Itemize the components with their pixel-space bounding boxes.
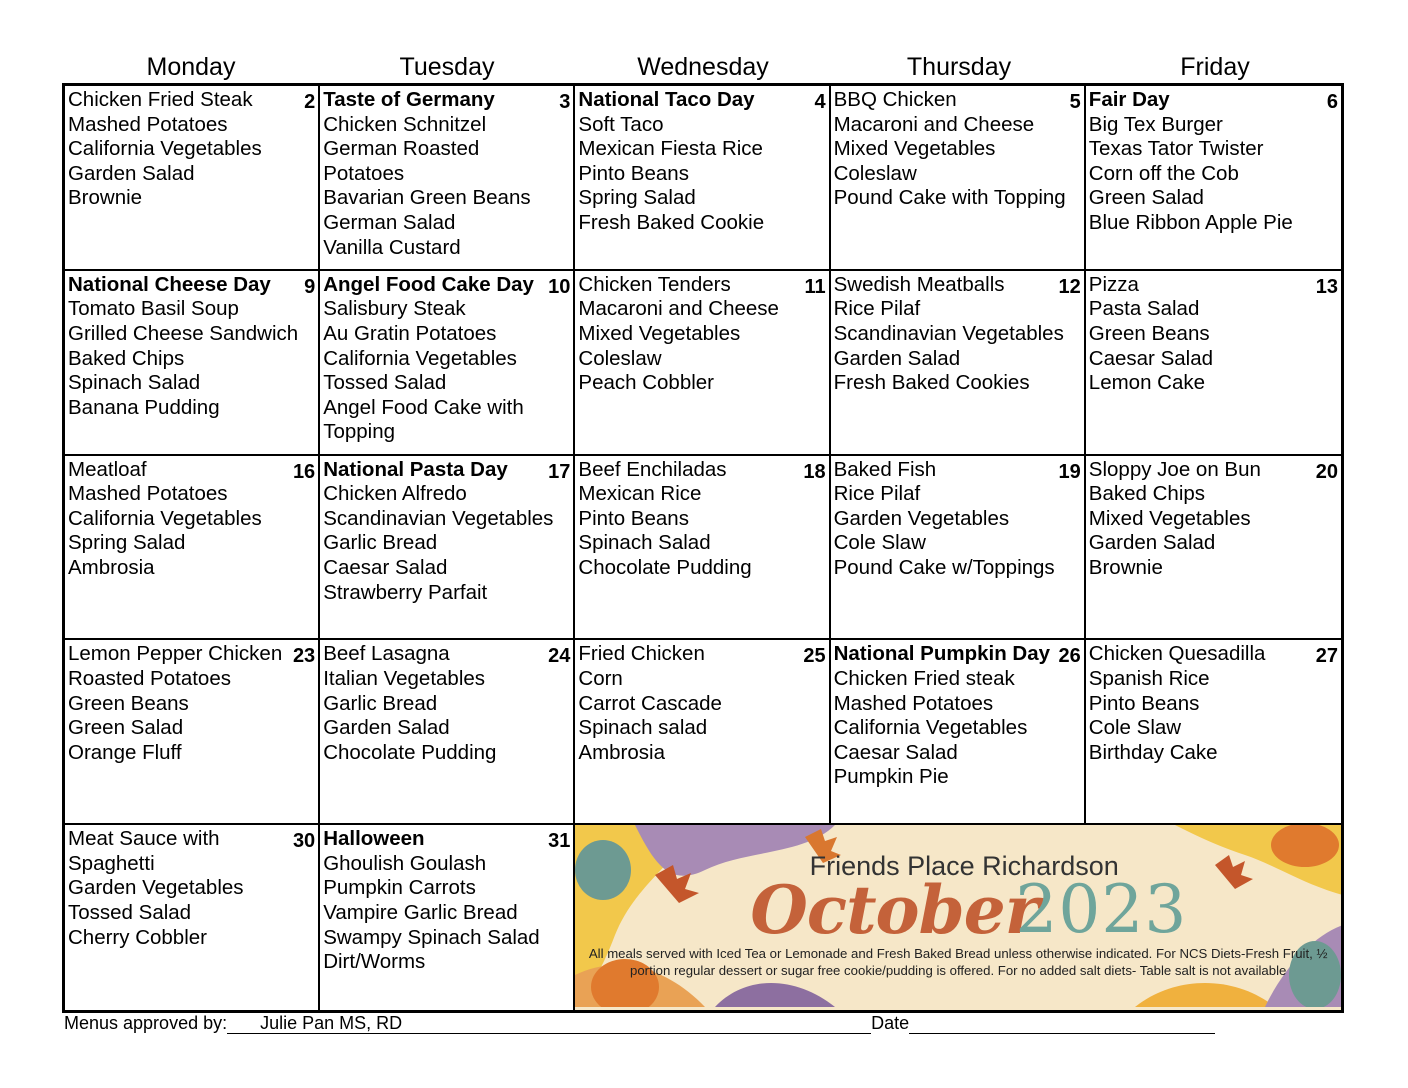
- menu-item: Ambrosia: [578, 740, 665, 764]
- day-cell: [320, 456, 575, 641]
- day-cell: [1086, 86, 1341, 271]
- day-cell: [575, 271, 830, 456]
- day-number: 3: [559, 91, 571, 113]
- menu-item: Chocolate Pudding: [323, 740, 497, 764]
- day-number: 27: [1315, 645, 1338, 668]
- menu-item: Scandinavian Vegetables: [833, 321, 1064, 345]
- menu-item: Birthday Cake: [1088, 740, 1218, 764]
- menu-item: Salisbury Steak: [323, 297, 466, 321]
- menu-item: Pound Cake with Topping: [833, 186, 1066, 210]
- day-number: 4: [814, 91, 826, 113]
- menu-item: Garlic Bread: [323, 691, 438, 715]
- menu-item: Chicken Quesadilla: [1088, 642, 1266, 666]
- menu-item: Caesar Salad: [833, 740, 958, 764]
- year-title: 2023: [1015, 871, 1188, 949]
- menu-item: Orange Fluff: [68, 740, 182, 764]
- day-number: 17: [548, 460, 571, 483]
- menu-item: Green Beans: [68, 691, 189, 715]
- menu-item: Rice Pilaf: [833, 297, 921, 321]
- menu-item: Fried Chicken: [578, 642, 705, 666]
- menu-item: Tossed Salad: [323, 371, 447, 395]
- menu-item: Brownie: [68, 186, 143, 210]
- day-cell: [831, 271, 1086, 456]
- day-cell: [831, 456, 1086, 641]
- menu-item: BBQ Chicken: [833, 88, 957, 111]
- menu-item: Caesar Salad: [1088, 346, 1214, 370]
- menu-item: Green Beans: [1088, 321, 1210, 345]
- day-number: 23: [292, 645, 316, 668]
- menu-item: Pinto Beans: [1088, 691, 1200, 715]
- day-cell: [65, 456, 320, 641]
- day-number: 19: [1058, 460, 1081, 483]
- day-number: 25: [803, 645, 826, 668]
- day-cell: [320, 271, 575, 456]
- day-cell: [831, 86, 1086, 271]
- theme-day-title: National Taco Day: [578, 88, 755, 111]
- theme-day-title: National Cheese Day: [68, 272, 271, 296]
- menu-item: Soft Taco: [578, 112, 664, 136]
- menu-item: Swedish Meatballs: [833, 272, 1005, 296]
- day-label-thursday: Thursday: [906, 53, 1012, 81]
- menu-item: Lemon Cake: [1088, 371, 1206, 395]
- day-cell: [1086, 456, 1341, 641]
- menu-item: California Vegetables: [68, 137, 262, 161]
- menu-item: Roasted Potatoes: [68, 666, 231, 690]
- theme-day-title: Angel Food Cake Day: [323, 272, 534, 296]
- day-number: 13: [1315, 275, 1338, 298]
- menu-item: Swampy Spinach Salad: [323, 925, 540, 949]
- day-cell: [575, 456, 830, 641]
- day-label-monday: Monday: [146, 53, 236, 81]
- day-number: 12: [1058, 275, 1081, 298]
- day-cell: [320, 825, 575, 1010]
- month-title: October: [750, 871, 1039, 950]
- menu-item: German Roasted: [323, 137, 480, 161]
- weekday-header: [63, 52, 1343, 82]
- menu-item: Grilled Cheese Sandwich: [68, 321, 299, 345]
- menu-item: Pinto Beans: [578, 161, 689, 185]
- day-cell: [65, 86, 320, 271]
- menu-item: Pasta Salad: [1088, 297, 1200, 321]
- day-number: 24: [548, 645, 571, 668]
- menu-item: Pizza: [1088, 272, 1139, 296]
- menu-item: Italian Vegetables: [323, 666, 486, 690]
- menu-item: Pound Cake w/Toppings: [833, 555, 1055, 579]
- approver-name: Julie Pan MS, RD: [227, 1013, 871, 1034]
- menu-item: Mixed Vegetables: [578, 321, 741, 345]
- menu-item: Au Gratin Potatoes: [323, 321, 497, 345]
- menu-item: Macaroni and Cheese: [833, 112, 1035, 136]
- theme-day-title: Halloween: [323, 827, 425, 851]
- day-label-friday: Friday: [1180, 53, 1250, 81]
- menu-item: German Salad: [323, 210, 456, 234]
- day-cell: [65, 825, 320, 1010]
- theme-day-title: Fair Day: [1088, 88, 1170, 111]
- menu-item: Scandinavian Vegetables: [323, 506, 554, 530]
- day-number: 2: [304, 91, 316, 113]
- menu-item: Caesar Salad: [323, 555, 448, 579]
- menu-item: Spinach Salad: [578, 531, 711, 555]
- menu-item: California Vegetables: [323, 346, 517, 370]
- day-cell: [65, 271, 320, 456]
- day-cell: [575, 86, 830, 271]
- menu-item: Rice Pilaf: [833, 482, 921, 506]
- menu-item: Garlic Bread: [323, 531, 438, 555]
- menu-item: Strawberry Parfait: [323, 580, 488, 604]
- menu-calendar-grid: [62, 83, 1344, 1013]
- date-line: [909, 1015, 1215, 1034]
- menu-item: Big Tex Burger: [1088, 112, 1223, 136]
- menu-item: Chicken Alfredo: [323, 482, 467, 506]
- menu-item: California Vegetables: [833, 716, 1028, 740]
- menu-item: Blue Ribbon Apple Pie: [1088, 210, 1293, 234]
- menu-item: Cole Slaw: [833, 531, 926, 555]
- menu-item: Sloppy Joe on Bun: [1088, 457, 1261, 481]
- menu-item: Spring Salad: [68, 531, 186, 555]
- day-cell: [65, 640, 320, 825]
- day-cell: [1086, 271, 1341, 456]
- menu-item: Garden Vegetables: [68, 876, 244, 900]
- meal-note: All meals served with Iced Tea or Lemonade and Fresh Baked Bread unless otherwise indicated. For NCS Diets-Fresh Fruit, ½ portion regular dessert or sugar free cookie/pudding is offered. For no added salt diets- Table salt is not available: [588, 946, 1328, 979]
- menu-item: Carrot Cascade: [578, 691, 722, 715]
- menu-item: Garden Vegetables: [833, 506, 1010, 530]
- menu-item: Brownie: [1088, 555, 1163, 579]
- menu-item: Mexican Rice: [578, 482, 702, 506]
- menu-item: Macaroni and Cheese: [578, 297, 779, 321]
- menu-item: Chocolate Pudding: [578, 555, 752, 579]
- menu-item: Corn: [578, 666, 623, 690]
- day-number: 9: [304, 275, 316, 298]
- menu-item: Fresh Baked Cookies: [833, 371, 1030, 395]
- menu-item: California Vegetables: [68, 506, 262, 530]
- day-number: 11: [804, 275, 826, 298]
- menu-item: Cole Slaw: [1088, 716, 1182, 740]
- menu-item: Meat Sauce with: [68, 827, 220, 851]
- menu-item: Coleslaw: [833, 161, 917, 185]
- day-number: 5: [1069, 91, 1081, 113]
- menu-item: Angel Food Cake with: [323, 395, 524, 419]
- approved-label: Menus approved by:: [64, 1013, 228, 1033]
- menu-item: Tossed Salad: [68, 900, 192, 924]
- approval-footer: [64, 1013, 1215, 1034]
- day-number: 10: [548, 275, 571, 298]
- menu-item: Corn off the Cob: [1088, 161, 1239, 185]
- menu-item: Spring Salad: [578, 186, 696, 210]
- menu-item: Potatoes: [323, 161, 405, 185]
- menu-item: Garden Salad: [323, 716, 450, 740]
- menu-item: Pumpkin Carrots: [323, 876, 476, 900]
- menu-item: Pinto Beans: [578, 506, 689, 530]
- facility-name: Friends Place Richardson: [809, 851, 1119, 882]
- menu-item: Beef Enchiladas: [578, 457, 727, 481]
- menu-item: Mexican Fiesta Rice: [578, 137, 763, 161]
- day-number: 18: [803, 460, 826, 483]
- menu-item: Texas Tator Twister: [1088, 137, 1264, 161]
- menu-item: Vampire Garlic Bread: [323, 900, 518, 924]
- day-label-wednesday: Wednesday: [637, 53, 769, 81]
- menu-item: Chicken Tenders: [578, 272, 731, 296]
- day-cell: [575, 640, 830, 825]
- day-number: 30: [292, 830, 316, 853]
- menu-item: Green Salad: [68, 716, 184, 740]
- menu-item: Green Salad: [1088, 186, 1204, 210]
- menu-item: Garden Salad: [833, 346, 961, 370]
- day-cell: [1086, 640, 1341, 825]
- day-number: 26: [1058, 645, 1081, 668]
- menu-item: Spinach salad: [578, 716, 708, 740]
- menu-item: Pumpkin Pie: [833, 765, 949, 789]
- menu-item: Mashed Potatoes: [68, 482, 228, 506]
- menu-item: Meatloaf: [68, 457, 147, 481]
- day-number: 20: [1315, 460, 1338, 483]
- menu-item: Mixed Vegetables: [1088, 506, 1251, 530]
- day-number: 31: [548, 830, 571, 853]
- menu-item: Ghoulish Goulash: [323, 851, 487, 875]
- menu-item: Beef Lasagna: [323, 642, 450, 666]
- theme-day-title: National Pasta Day: [323, 457, 508, 481]
- menu-item: Banana Pudding: [68, 395, 220, 419]
- menu-item: Baked Fish: [833, 457, 937, 481]
- menu-item: Cherry Cobbler: [68, 925, 207, 949]
- menu-item: Coleslaw: [578, 346, 662, 370]
- theme-day-title: Taste of Germany: [323, 88, 495, 111]
- menu-item: Mashed Potatoes: [833, 691, 994, 715]
- menu-item: Bavarian Green Beans: [323, 186, 531, 210]
- menu-item: Dirt/Worms: [323, 950, 426, 974]
- day-number: 16: [292, 460, 316, 483]
- menu-item: Chicken Fried steak: [833, 666, 1015, 690]
- theme-day-title: National Pumpkin Day: [833, 642, 1051, 666]
- day-cell: [831, 640, 1086, 825]
- menu-item: Chicken Fried Steak: [68, 88, 253, 111]
- menu-item: Tomato Basil Soup: [68, 297, 239, 321]
- menu-item: Vanilla Custard: [323, 235, 461, 259]
- menu-item: Lemon Pepper Chicken: [68, 642, 283, 666]
- day-cell: [320, 86, 575, 271]
- menu-item: Mashed Potatoes: [68, 112, 228, 136]
- menu-item: Chicken Schnitzel: [323, 112, 487, 136]
- menu-item: Peach Cobbler: [578, 371, 715, 395]
- menu-item: Baked Chips: [1088, 482, 1206, 506]
- date-label: Date: [871, 1013, 910, 1033]
- menu-item: Spaghetti: [68, 851, 155, 875]
- menu-item: Baked Chips: [68, 346, 185, 370]
- menu-item: Ambrosia: [68, 555, 155, 579]
- menu-item: Spinach Salad: [68, 371, 201, 395]
- day-number: 6: [1326, 91, 1338, 113]
- day-label-tuesday: Tuesday: [399, 53, 495, 81]
- day-cell: [320, 640, 575, 825]
- month-banner: [575, 825, 1341, 1010]
- menu-item: Spanish Rice: [1088, 666, 1210, 690]
- menu-item: Fresh Baked Cookie: [578, 210, 765, 234]
- menu-item: Mixed Vegetables: [833, 137, 996, 161]
- menu-item: Garden Salad: [68, 161, 195, 185]
- menu-item: Topping: [323, 420, 395, 444]
- menu-item: Garden Salad: [1088, 531, 1216, 555]
